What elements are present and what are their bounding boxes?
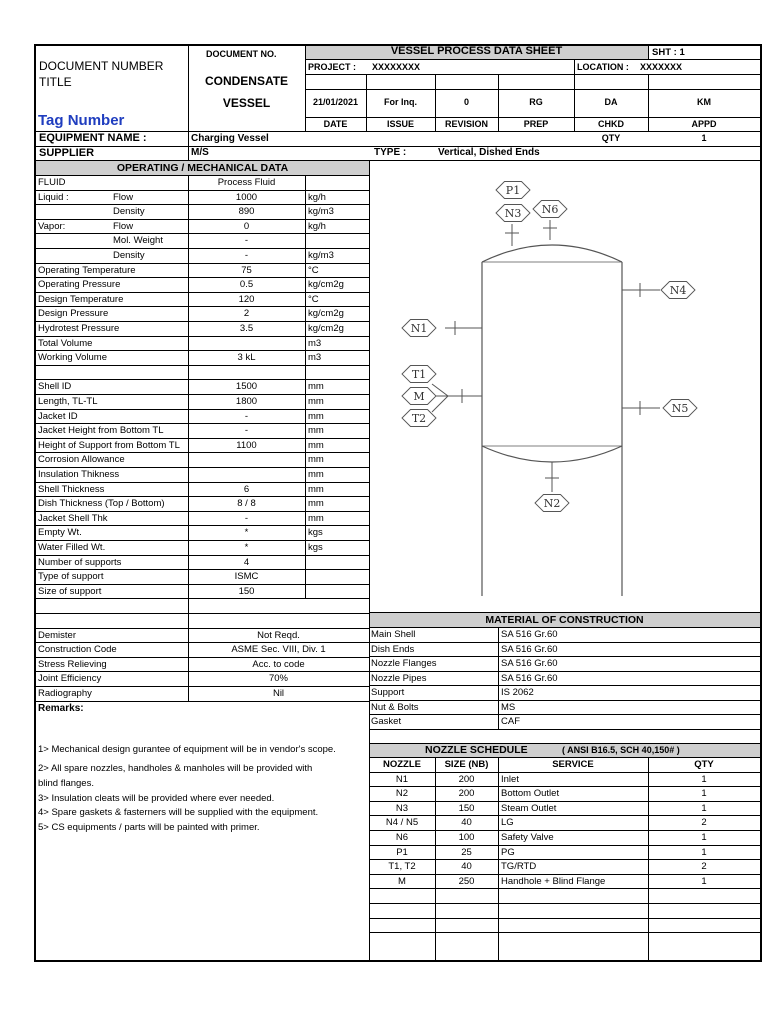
revision-value: DA	[604, 97, 618, 107]
operating-value: 1100	[236, 439, 257, 451]
project-value: XXXXXXXX	[372, 62, 421, 72]
operating-unit: kg/cm2g	[308, 279, 344, 291]
tag-t2-label: T2	[411, 412, 427, 425]
operating-unit: °C	[308, 264, 319, 276]
nozzle-header: NOZZLE	[383, 758, 421, 770]
revision-label: ISSUE	[386, 119, 414, 129]
nozzle-service: Steam Outlet	[501, 802, 557, 814]
moc-item: Nozzle Pipes	[371, 672, 427, 684]
type-value: Vertical, Dished Ends	[438, 147, 540, 158]
operating-subparameter: Mol. Weight	[113, 235, 163, 247]
nozzle-size: 40	[461, 861, 472, 873]
operating-unit: kg/h	[308, 220, 326, 232]
revision-label: REVISION	[444, 119, 488, 129]
operating-value: -	[244, 512, 249, 524]
sheet-number: SHT : 1	[652, 47, 685, 58]
remarks-title: Remarks:	[38, 702, 84, 714]
operating-parameter: FLUID	[38, 177, 66, 188]
tag-n2-label: N2	[543, 497, 561, 510]
tag-p1-label: P1	[505, 184, 521, 197]
operating-parameter: Stress Relieving	[38, 658, 107, 670]
tag-n6-label: N6	[541, 203, 559, 216]
remark-line: 5> CS equipments / parts will be painted with primer.	[38, 822, 260, 833]
moc-item: Main Shell	[371, 629, 416, 640]
operating-unit: m3	[308, 337, 322, 349]
equipment-name-value: Charging Vessel	[191, 133, 269, 144]
operating-unit: mm	[308, 439, 324, 451]
nozzle-id: N1	[395, 773, 409, 785]
moc-material: MS	[501, 701, 516, 713]
nozzle-size: 25	[461, 846, 472, 858]
bottom-dish	[482, 446, 622, 462]
operating-parameter: Liquid :	[38, 191, 69, 203]
moc-item: Nozzle Flanges	[371, 658, 437, 669]
nozzle-header: SIZE (NB)	[444, 758, 489, 770]
condensate-title: CONDENSATE	[204, 74, 289, 88]
revision-label: APPD	[691, 119, 717, 129]
operating-parameter: Number of supports	[38, 556, 122, 568]
doc-number-title: DOCUMENT NUMBER	[39, 59, 164, 73]
nozzle-service: Safety Valve	[501, 831, 554, 843]
operating-parameter: Design Temperature	[38, 293, 124, 305]
operating-unit: mm	[308, 512, 324, 524]
revision-label: PREP	[523, 119, 549, 129]
operating-value: 1800	[235, 396, 258, 407]
remark-line: blind flanges.	[38, 778, 94, 789]
operating-parameter: Shell Thickness	[38, 483, 105, 495]
nozzle-t2-leader	[432, 396, 448, 412]
operating-parameter: Working Volume	[38, 352, 107, 364]
nozzle-qty: 1	[701, 773, 707, 785]
revision-value: KM	[697, 97, 711, 107]
operating-unit: kg/cm2g	[308, 323, 344, 334]
revision-label: DATE	[323, 119, 348, 129]
equipment-name-label: EQUIPMENT NAME :	[39, 132, 147, 144]
operating-value: *	[244, 527, 249, 539]
operating-subparameter: Density	[113, 250, 145, 261]
moc-material: SA 516 Gr.60	[501, 629, 558, 640]
operating-unit: kg/m3	[308, 250, 334, 261]
operating-parameter: Shell ID	[38, 381, 72, 393]
nozzle-service: PG	[501, 846, 515, 858]
tag-t1-label: T1	[411, 368, 427, 381]
vessel-title: VESSEL	[222, 96, 271, 110]
supplier-value: M/S	[191, 147, 209, 158]
tag-m-label: M	[413, 390, 425, 403]
operating-parameter: Jacket Height from Bottom TL	[38, 425, 164, 437]
operating-value: *	[244, 542, 249, 553]
moc-material: SA 516 Gr.60	[501, 643, 558, 655]
sheet-title: VESSEL PROCESS DATA SHEET	[390, 45, 563, 57]
top-dish	[482, 245, 622, 262]
operating-subparameter: Flow	[113, 191, 134, 203]
operating-parameter: Operating Temperature	[38, 264, 136, 276]
revision-value: 0	[463, 97, 469, 107]
nozzle-size: 40	[461, 817, 472, 829]
moc-item: Nut & Bolts	[371, 701, 419, 713]
operating-value: -	[244, 250, 249, 261]
operating-value: 150	[238, 585, 255, 597]
nozzle-id: M	[398, 875, 406, 887]
operating-parameter: Jacket ID	[38, 410, 78, 422]
operating-parameter: Length, TL-TL	[38, 396, 98, 407]
nozzle-service: Inlet	[501, 773, 519, 785]
operating-unit: mm	[308, 469, 324, 480]
qty-label: QTY	[601, 133, 621, 143]
operating-unit: kgs	[308, 527, 323, 539]
operating-value: 4	[243, 556, 250, 568]
supplier-label: SUPPLIER	[39, 147, 95, 159]
nozzle-service: Handhole + Blind Flange	[501, 875, 606, 887]
operating-value: 0	[243, 220, 250, 232]
operating-value: ASME Sec. VIII, Div. 1	[231, 644, 326, 656]
nozzle-header: QTY	[694, 758, 714, 770]
operating-unit: °C	[308, 293, 319, 305]
tag-number: Tag Number	[38, 112, 125, 129]
nozzle-size: 150	[458, 802, 475, 814]
operating-parameter: Corrosion Allowance	[38, 454, 125, 466]
doc-no-label: DOCUMENT NO.	[206, 49, 277, 59]
nozzle-qty: 1	[701, 802, 707, 814]
operating-parameter: Design Pressure	[38, 308, 109, 320]
operating-parameter: Operating Pressure	[38, 279, 121, 291]
nozzle-id: N2	[395, 788, 409, 800]
operating-value: Acc. to code	[252, 658, 305, 670]
operating-value: -	[244, 410, 249, 422]
nozzle-qty: 1	[701, 788, 707, 800]
tag-n3-label: N3	[504, 207, 522, 220]
operating-value: 1500	[235, 381, 258, 393]
nozzle-schedule-title: NOZZLE SCHEDULE	[425, 743, 528, 756]
operating-value: 0.5	[239, 279, 254, 291]
operating-parameter: Empty Wt.	[38, 527, 82, 539]
nozzle-id: N6	[395, 831, 409, 843]
nozzle-size: 250	[458, 875, 475, 887]
operating-value: Nil	[272, 688, 285, 699]
operating-value: Process Fluid	[217, 177, 276, 188]
operating-unit: mm	[308, 454, 324, 466]
operating-parameter: Radiography	[38, 688, 92, 699]
moc-material: SA 516 Gr.60	[501, 672, 558, 684]
operating-unit: kg/cm2g	[308, 308, 344, 320]
operating-value: 8 / 8	[237, 498, 256, 510]
revision-value: For Inq.	[384, 97, 417, 107]
operating-value: 2	[243, 308, 250, 320]
operating-parameter: Type of support	[38, 571, 104, 583]
operating-value: Not Reqd.	[257, 629, 300, 641]
type-label: TYPE :	[374, 147, 407, 158]
operating-unit: mm	[308, 381, 324, 393]
operating-value: -	[244, 235, 249, 247]
remark-line: 3> Insulation cleats will be provided where ever needed.	[38, 793, 275, 804]
location-label: LOCATION :	[577, 62, 629, 72]
nozzle-service: TG/RTD	[501, 861, 537, 873]
remark-line: 1> Mechanical design gurantee of equipment will be in vendor's scope.	[38, 744, 336, 755]
operating-parameter: Joint Efficiency	[38, 673, 102, 685]
nozzle-qty: 1	[701, 875, 707, 887]
nozzle-service: Bottom Outlet	[501, 788, 560, 800]
revision-value: RG	[529, 97, 543, 107]
moc-material: CAF	[501, 716, 520, 727]
nozzle-size: 200	[458, 773, 475, 785]
nozzle-schedule-note: ( ANSI B16.5, SCH 40,150# )	[562, 744, 680, 755]
nozzle-header: SERVICE	[552, 758, 594, 770]
operating-unit: mm	[308, 498, 324, 510]
operating-value: 3.5	[239, 323, 254, 334]
operating-value: 6	[243, 483, 250, 495]
operating-value: 890	[238, 206, 255, 218]
operating-data-title: OPERATING / MECHANICAL DATA	[116, 162, 289, 174]
moc-item: Dish Ends	[371, 643, 415, 655]
nozzle-id: N3	[395, 802, 409, 814]
moc-item: Support	[371, 687, 405, 698]
operating-value: 1000	[235, 191, 258, 203]
revision-label: CHKD	[598, 119, 624, 129]
operating-unit: mm	[308, 425, 324, 437]
operating-parameter: Hydrotest Pressure	[38, 323, 120, 334]
nozzle-id: N4 / N5	[385, 817, 419, 829]
operating-unit: kg/h	[308, 191, 326, 203]
operating-unit: m3	[308, 352, 322, 364]
operating-parameter: Insulation Thikness	[38, 469, 120, 480]
operating-value: ISMC	[234, 571, 259, 583]
nozzle-id: T1, T2	[388, 861, 416, 873]
operating-unit: mm	[308, 410, 324, 422]
nozzle-qty: 2	[701, 861, 707, 873]
operating-parameter: Total Volume	[38, 337, 93, 349]
tag-n4-label: N4	[669, 284, 687, 297]
operating-value: -	[244, 425, 249, 437]
remark-line: 4> Spare gaskets & fasterners will be supplied with the equipment.	[38, 807, 319, 818]
operating-unit: kg/m3	[308, 206, 334, 218]
nozzle-id: P1	[396, 846, 408, 858]
moc-item: Gasket	[371, 716, 402, 727]
operating-parameter: Size of support	[38, 585, 102, 597]
moc-title: MATERIAL OF CONSTRUCTION	[485, 614, 644, 626]
nozzle-qty: 2	[701, 817, 707, 829]
tag-n5-label: N5	[671, 402, 689, 415]
operating-parameter: Jacket Shell Thk	[38, 512, 108, 524]
moc-material: SA 516 Gr.60	[501, 658, 558, 669]
operating-unit: mm	[308, 483, 324, 495]
operating-parameter: Demister	[38, 629, 77, 641]
nozzle-size: 100	[458, 831, 475, 843]
operating-parameter: Height of Support from Bottom TL	[38, 439, 180, 451]
nozzle-size: 200	[458, 788, 475, 800]
qty-value: 1	[701, 133, 707, 143]
operating-unit: mm	[308, 396, 324, 407]
tag-n1-label: N1	[410, 322, 428, 335]
moc-material: IS 2062	[501, 687, 534, 698]
operating-parameter: Construction Code	[38, 644, 117, 656]
operating-subparameter: Flow	[113, 220, 134, 232]
nozzle-service: LG	[501, 817, 514, 829]
nozzle-qty: 1	[701, 846, 707, 858]
nozzle-qty: 1	[701, 831, 707, 843]
operating-value: 120	[238, 293, 255, 305]
doc-title-label: TITLE	[39, 75, 72, 89]
project-label: PROJECT :	[308, 62, 357, 72]
revision-value: 21/01/2021	[312, 97, 359, 107]
operating-subparameter: Density	[113, 206, 145, 218]
operating-parameter: Vapor:	[38, 220, 66, 232]
operating-parameter: Dish Thickness (Top / Bottom)	[38, 498, 165, 510]
operating-value: 75	[241, 264, 252, 276]
operating-value: 3 kL	[237, 352, 256, 364]
operating-unit: kgs	[308, 542, 323, 553]
location-value: XXXXXXX	[640, 62, 683, 72]
operating-parameter: Water Filled Wt.	[38, 542, 106, 553]
operating-value: 70%	[268, 673, 288, 685]
remark-line: 2> All spare nozzles, handholes & manholes will be provided with	[38, 763, 313, 774]
